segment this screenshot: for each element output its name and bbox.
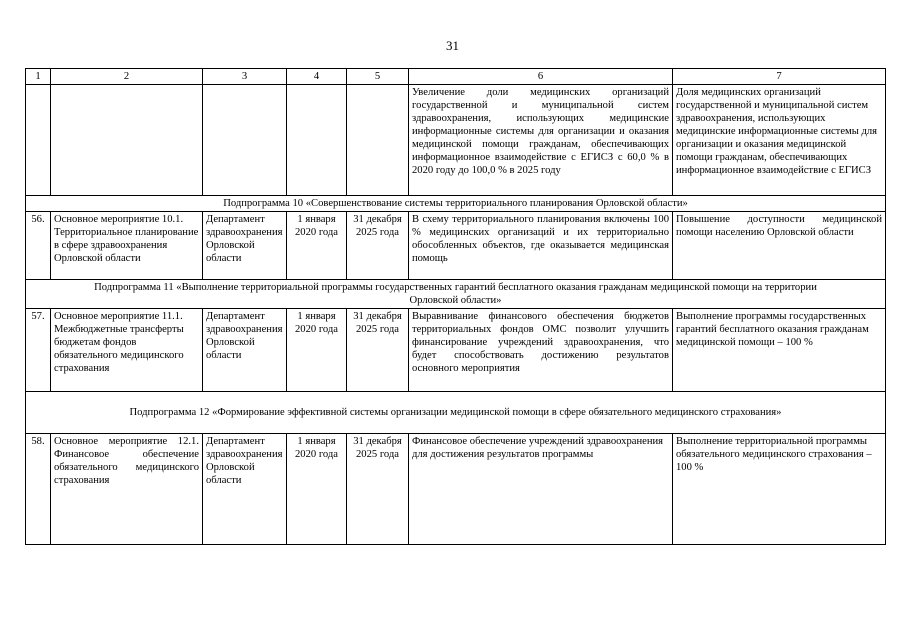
cell-event: Основное мероприятие 11.1. Межбюджетные трансферты бюджетам фондов обязательного медицинского страхования — [51, 309, 203, 392]
cell-indicator: Выполнение программы государственных гарантий бесплатного оказания гражданам медицинской помощи – 100 % — [673, 309, 886, 392]
cell-event: Основное мероприятие 10.1. Территориальное планирование в сфере здравоохранения Орловской области — [51, 212, 203, 280]
row-number: 56. — [26, 212, 51, 280]
header-col-5: 5 — [347, 69, 409, 85]
subprogram-11-title: Подпрограмма 11 «Выполнение территориальной программы государственных гарантий бесплатного оказания гражданам медицинской помощи на территории Орловской области» — [26, 280, 886, 309]
cell-event: Основное мероприятие 12.1. Финансовое обеспечение обязательного медицинского страхования — [51, 434, 203, 545]
subprogram-row — [26, 196, 886, 212]
cell-start: 1 января 2020 года — [287, 212, 347, 280]
cell-indicator: Выполнение территориальной программы обязательного медицинского страхования – 100 % — [673, 434, 886, 545]
cell-event — [51, 85, 203, 196]
header-col-1: 1 — [26, 69, 51, 85]
subprogram-row — [26, 392, 886, 434]
cell-executor: Департамент здравоохранения Орловской области — [203, 212, 287, 280]
cell-end: 31 декабря 2025 года — [347, 434, 409, 545]
header-col-4: 4 — [287, 69, 347, 85]
cell-end: 31 декабря 2025 года — [347, 212, 409, 280]
cell-end — [347, 85, 409, 196]
header-col-2: 2 — [51, 69, 203, 85]
header-col-3: 3 — [203, 69, 287, 85]
cell-indicator: Повышение доступности медицинской помощи населению Орловской области — [673, 212, 886, 280]
cell-num — [26, 85, 51, 196]
cell-result: Выравнивание финансового обеспечения бюджетов территориальных фондов ОМС позволит улучшить финансирование учреждений здравоохранения, что будет способствовать достижению результатов основного мероприятия — [409, 309, 673, 392]
cell-executor: Департамент здравоохранения Орловской области — [203, 309, 287, 392]
cell-start: 1 января 2020 года — [287, 434, 347, 545]
cell-start: 1 января 2020 года — [287, 309, 347, 392]
cell-indicator: Доля медицинских организаций государственной и муниципальной систем здравоохранения, использующих медицинские информационные системы для организации и оказания медицинской помощи гражданам, обеспечивающих информационное взаимодействие с ЕГИСЗ — [673, 85, 886, 196]
header-col-6: 6 — [409, 69, 673, 85]
table-row — [26, 434, 886, 545]
subprogram-12-title: Подпрограмма 12 «Формирование эффективной системы организации медицинской помощи в сфере обязательного медицинского страхования» — [26, 392, 886, 434]
table-header-row — [26, 69, 886, 85]
row-number: 58. — [26, 434, 51, 545]
cell-executor: Департамент здравоохранения Орловской области — [203, 434, 287, 545]
row-number: 57. — [26, 309, 51, 392]
table-row — [26, 212, 886, 280]
subprogram-10-title: Подпрограмма 10 «Совершенствование системы территориального планирования Орловской области» — [26, 196, 886, 212]
page-number: 31 — [446, 38, 459, 53]
activities-table — [25, 68, 886, 545]
cell-result: В схему территориального планирования включены 100 % медицинских организаций и их территориально обособленных объектов, где оказывается медицинская помощь — [409, 212, 673, 280]
cell-result: Финансовое обеспечение учреждений здравоохранения для достижения результатов программы — [409, 434, 673, 545]
cell-end: 31 декабря 2025 года — [347, 309, 409, 392]
cell-result: Увеличение доли медицинских организаций государственной и муниципальной систем здравоохранения, использующих медицинские информационные системы для организации и оказания медицинской помощи гражданам, обеспечивающих информационное взаимодействие с ЕГИСЗ с 60,0 % в 2020 году до 100,0 % в 2025 году — [409, 85, 673, 196]
table-row — [26, 309, 886, 392]
cell-executor — [203, 85, 287, 196]
cell-start — [287, 85, 347, 196]
subprogram-row — [26, 280, 886, 309]
header-col-7: 7 — [673, 69, 886, 85]
table-row-continued — [26, 85, 886, 196]
